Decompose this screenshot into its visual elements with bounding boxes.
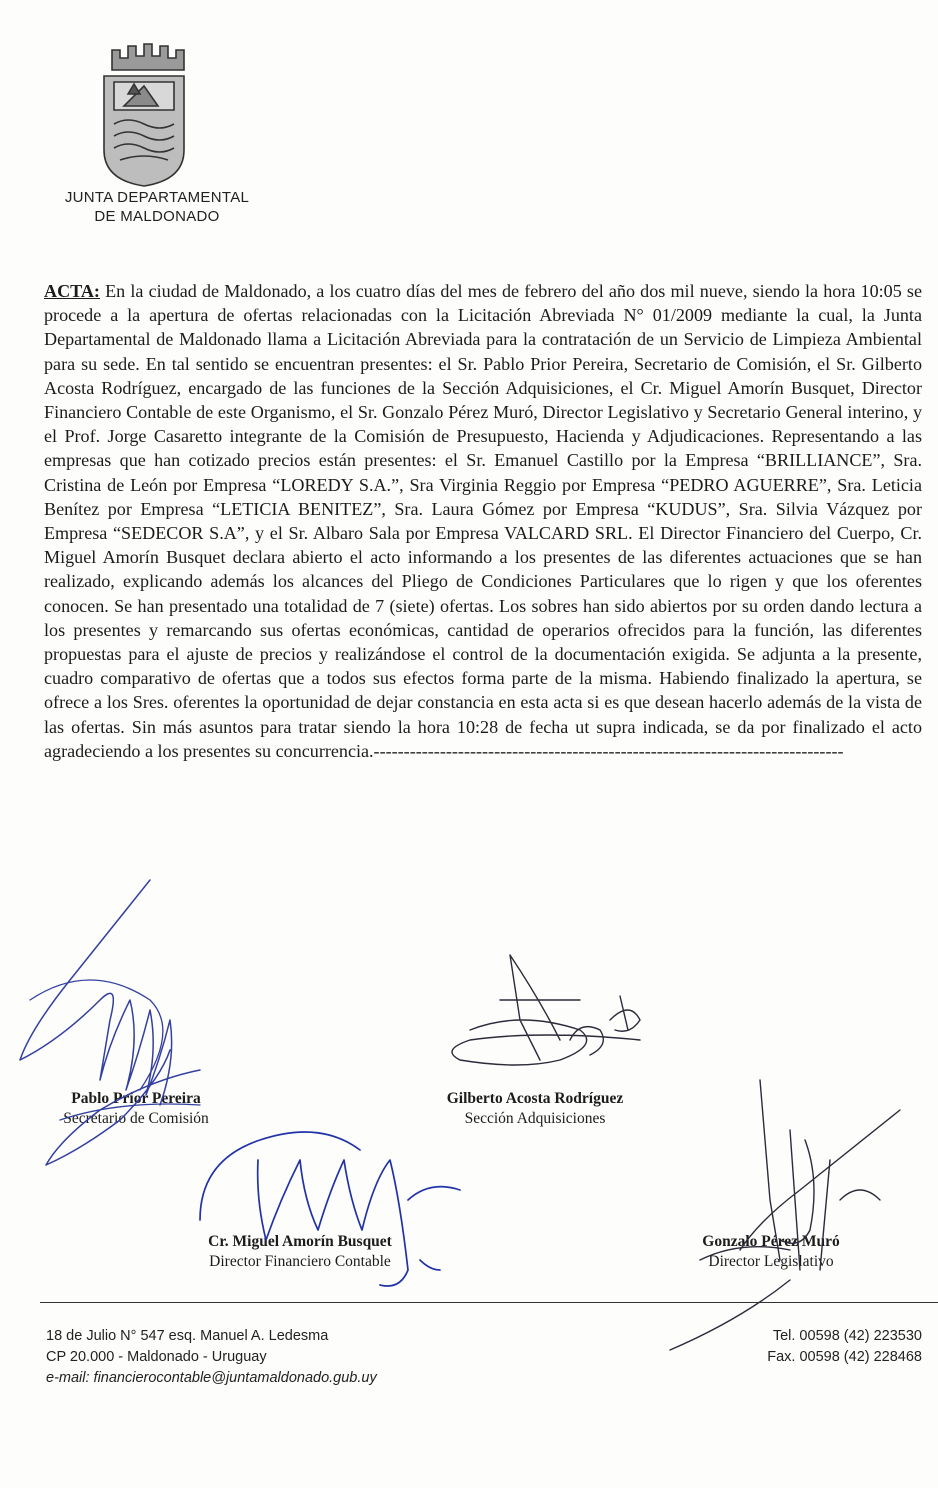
signatory-name: Cr. Miguel Amorín Busquet — [208, 1233, 392, 1250]
acta-paragraph — [44, 279, 922, 763]
signatory-3 — [180, 1232, 420, 1272]
signatory-role: Secretario de Comisión — [63, 1110, 209, 1127]
signatory-name: Pablo Prior Pereira — [71, 1090, 201, 1107]
signatory-2 — [424, 1089, 646, 1129]
signatory-role: Sección Adquisiciones — [464, 1110, 606, 1127]
acta-text: En la ciudad de Maldonado, a los cuatro días del mes de febrero del año dos mil nueve, siendo la hora 10:05 se procede a la apertura de ofertas relacionadas con la Licitación Abreviada N° 01/2009 mediante la cual, la Junta Departamental de Maldonado llama a Licitación Abreviada para la contratación de un Servicio de Limpieza Ambiental para su sede. En tal sentido se encuentran presentes: el Sr. Pablo Prior Pereira, Secretario de Comisión, el Sr. Gilberto Acosta Rodríguez, encargado de las funciones de la Sección Adquisiciones, el Cr. Miguel Amorín Busquet, Director Financiero Contable de este Organismo, el Sr. Gonzalo Pérez Muró, Director Legislativo y Secretario General interino, y el Prof. Jorge Casaretto integrante de la Comisión de Presupuesto, Hacienda y Adjudicaciones. Representando a las empresas que han cotizado precios están presentes: el Sr. Emanuel Castillo por la Empresa “BRILLIANCE”, Sra. Cristina de León por Empresa “LOREDY S.A.”, Sra Virginia Reggio por Empresa “PEDRO AGUERRE”, Sra. Leticia Benítez por Empresa “LETICIA BENITEZ”, Sra. Laura Gómez por Empresa “KUDUS”, Sra. Silvia Vázquez por Empresa “SEDECOR S.A”, y el Sr. Albaro Sala por Empresa VALCARD SRL. El Director Financiero del Cuerpo, Cr. Miguel Amorín Busquet declara abierto el acto informando a los presentes de las diferentes actuaciones que se han realizado, explicando además los alcances del Pliego de Condiciones Particulares que lo rigen y que los oferentes conocen. Se han presentado una totalidad de 7 (siete) ofertas. Los sobres han sido abiertos por su orden dando lectura a los presentes y remarcando sus ofertas económicas, cantidad de operarios ofrecidos para la función, las diferentes propuestas para el ajuste de precios y realizándose el control de la documentación exigida. Se adjunta a la presente, cuadro comparativo de ofertas que a todos sus efectos forma parte de la misma. Habiendo finalizado la apertura, se ofrece a los Sres. oferentes la oportunidad de dejar constancia en esta acta si es que desean hacerlo además de la vista de las ofertas. Sin más asuntos para tratar siendo la hora 10:28 de fecha ut supra indicada, se da por finalizado el acto agradeciendo a los presentes su concurrencia.------------------------------------------------------------------------------ — [44, 281, 922, 761]
organization-name — [42, 188, 272, 226]
address-line-1: 18 de Julio N° 547 esq. Manuel A. Ledesma — [46, 1328, 329, 1344]
footer-address — [46, 1326, 377, 1389]
footer-contact — [767, 1326, 922, 1368]
signatory-role: Director Legislativo — [708, 1253, 834, 1270]
fax: Fax. 00598 (42) 228468 — [767, 1349, 922, 1365]
footer-divider — [40, 1302, 938, 1303]
org-line-1: JUNTA DEPARTAMENTAL — [64, 189, 250, 206]
signatory-name: Gonzalo Pérez Muró — [702, 1233, 840, 1250]
coat-of-arms-icon — [98, 40, 190, 188]
signatory-role: Director Financiero Contable — [209, 1253, 391, 1270]
org-line-2: DE MALDONADO — [94, 208, 220, 225]
signatory-1 — [46, 1089, 226, 1129]
telephone: Tel. 00598 (42) 223530 — [772, 1328, 922, 1344]
signatory-4 — [676, 1232, 866, 1272]
signature-gilberto-acosta — [452, 955, 640, 1065]
acta-lead: ACTA: — [44, 281, 100, 301]
address-line-2: CP 20.000 - Maldonado - Uruguay — [46, 1349, 267, 1365]
email-line: e-mail: financierocontable@juntamaldonado.gub.uy — [46, 1370, 377, 1386]
signature-gonzalo-perez — [670, 1080, 900, 1350]
signatory-name: Gilberto Acosta Rodríguez — [446, 1090, 624, 1107]
